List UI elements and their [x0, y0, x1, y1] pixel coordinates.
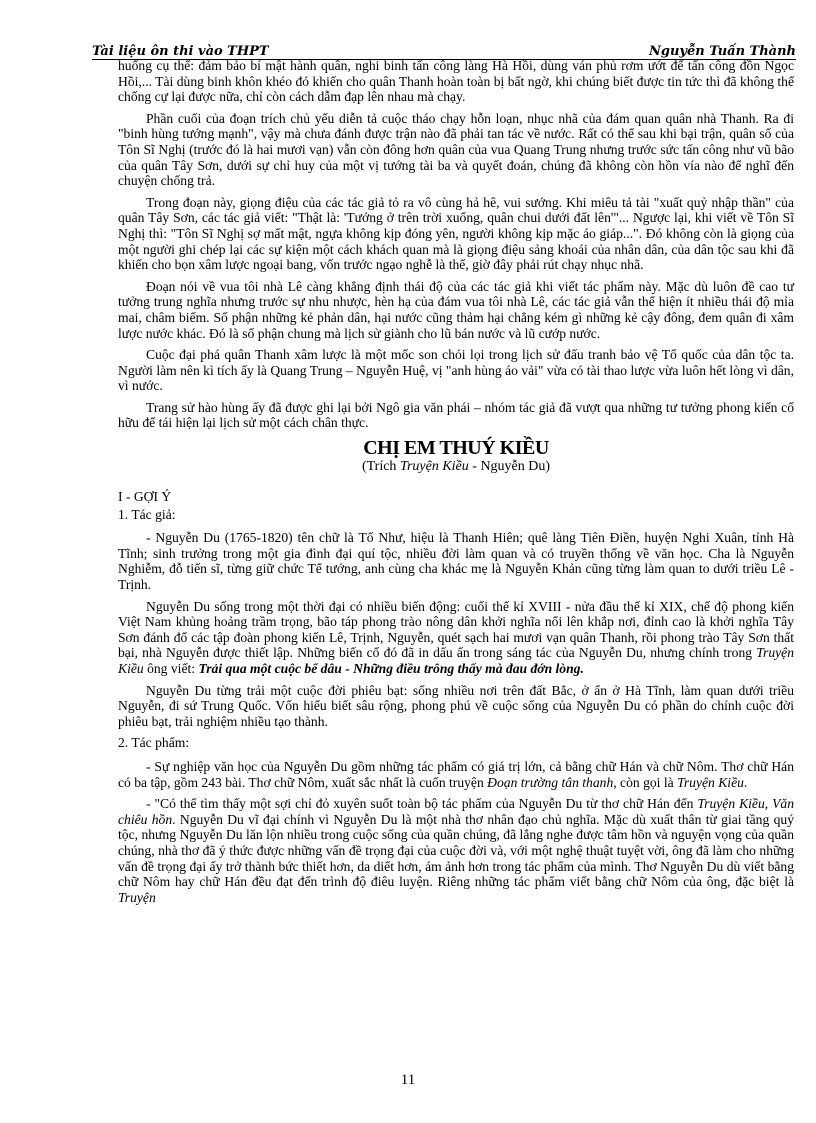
- book-title: Truyện Kiều, Văn chiêu hồn: [118, 796, 794, 827]
- paragraph: Đoạn nói về vua tôi nhà Lê càng khẳng định thái độ của các tác giả khi viết tác phẩm này. Mặc dù luôn đề cao tư tưởng trung nghĩa nhưng trước sự nhu nhược, hèn hạ của đám vua tôi nhà Lê, các tác giả vẫn thể hiện ít nhiều thái độ mỉa mai, châm biếm. Số phận những kẻ phản dân, hại nước cũng thảm hại chẳng kém gì những kẻ cậy đông, đem quân đi xâm lược nước khác. Đó là số phận chung mà lịch sử giành cho lũ bán nước và lũ cướp nước.: [118, 278, 794, 341]
- paragraph: Nguyễn Du từng trải một cuộc đời phiêu bạt: sống nhiều nơi trên đất Bắc, ở ẩn ở Hà Tĩnh, làm quan dưới triều Nguyễn, đi sứ Trung Quốc. Vốn hiểu biết sâu rộng, phong phú về cuộc sống của Nguyễn Du có phần do chính cuộc đời phiêu bạt, trải nghiệm nhiều tạo thành.: [118, 682, 794, 729]
- section-subtitle: [118, 459, 794, 475]
- paragraph: Cuộc đại phá quân Thanh xâm lược là một mốc son chói lọi trong lịch sử đấu tranh bảo vệ Tổ quốc của dân tộc ta. Người làm nên kì tích ấy là Quang Trung – Nguyễn Huệ, vị "anh hùng áo vải" vừa có tài thao lược vừa luôn hết lòng vì dân, vì nước.: [118, 347, 794, 394]
- paragraph: - Nguyễn Du (1765-1820) tên chữ là Tố Như, hiệu là Thanh Hiên; quê làng Tiên Điền, huyện Nghi Xuân, tỉnh Hà Tĩnh; sinh trưởng trong một gia đình đại quí tộc, nhiều đời làm quan và có truyền thống về văn học. Cha là Nguyễn Nghiễm, đỗ tiến sĩ, từng giữ chức Tể tướng, anh cùng cha khác mẹ là Nguyễn Khản cũng từng làm quan to dưới triều Lê - Trịnh.: [118, 530, 794, 593]
- subtitle-prefix: (Trích: [361, 459, 400, 475]
- text-run: - "Có thể tìm thấy một sợi chỉ đỏ xuyên suốt toàn bộ tác phẩm của Nguyễn Du từ thơ chữ Hán đến: [146, 796, 698, 812]
- subsection-heading: 1. Tác giả:: [118, 506, 176, 522]
- text-run: , còn gọi là: [613, 774, 678, 790]
- section-title: CHỊ EM THUÝ KIỀU: [363, 437, 549, 460]
- paragraph: huống cụ thể: đảm bảo bí mật hành quân, nghi binh tấn công làng Hà Hồi, dùng ván phủ rơm ướt để tấn công đồn Ngọc Hồi,... Tài dùng binh khôn khéo đó khiến cho quân Thanh hoàn toàn bị bất ngờ, khi chúng biết được tin tức thì đã không thể chống cự lại được nữa, chỉ còn cách dẫm đạp lên nhau mà chạy.: [118, 58, 794, 105]
- paragraph: [118, 796, 794, 905]
- text-run: .: [743, 774, 748, 790]
- subtitle-book: Truyện Kiều: [399, 459, 469, 475]
- paragraph: Trang sử hào hùng ấy đã được ghi lại bởi Ngô gia văn phái – nhóm tác giả đã vượt qua những tư tưởng phong kiến cố hữu để tái hiện lại lịch sử một cách chân thực.: [118, 399, 794, 431]
- paragraph: Phần cuối của đoạn trích chủ yếu diễn tả cuộc tháo chạy hỗn loạn, nhục nhã của đám quan quân nhà Thanh. Ra đi "binh hùng tướng mạnh", vậy mà chưa đánh được trận nào đã phải tan tác về nước. Rất có thể sau khi bại trận, quân số của Tôn Sĩ Nghị (trước đó là hai mươi vạn) vẫn còn đông hơn quân của vua Quang Trung nhưng trước sức tấn công như vũ bão của quân Tây Sơn, dưới sự chỉ huy của một vị tướng tài ba và quyết đoán, chúng đã không còn hồn vía nào để nghĩ đến chuyện chống trả.: [118, 110, 794, 189]
- section-heading: I - GỢI Ý: [118, 489, 172, 505]
- book-title: Truyện Kiều: [118, 645, 794, 676]
- subsection-heading: 2. Tác phẩm:: [118, 735, 190, 751]
- paragraph: Trong đoạn này, giọng điệu của các tác giả tỏ ra vô cùng hả hê, vui sướng. Khi miêu tả tài "xuất quỷ nhập thần" của quân Tây Sơn, các tác giả viết: "Thật là: 'Tướng ở trên trời xuống, quân chui dưới đất lên'"... Ngược lại, khi viết về Tôn Sĩ Nghị thì: "Tôn Sĩ Nghị sợ mất mật, ngựa không kịp đóng yên, người không kịp mặc áo giáp...". Đó không còn là giọng của một người ghi chép lại các sự kiện một cách khách quan mà là giọng điệu sảng khoái của nhân dân, của dân tộc sau khi đã khiến cho bọn xâm lược ngoại bang, vốn trước ngạo nghễ là thế, giờ đây phải rút chạy nhục nhã.: [118, 194, 794, 273]
- text-run: ông viết:: [143, 661, 199, 676]
- header-author: Nguyễn Tuấn Thành: [648, 44, 796, 59]
- page-number: 11: [400, 1072, 416, 1088]
- book-title: Đoạn trường tân thanh: [487, 774, 614, 790]
- document-body: [118, 58, 794, 911]
- quote: Trải qua một cuộc bể dâu - Những điều trông thấy mà đau đớn lòng.: [198, 661, 584, 676]
- text-run: Nguyễn Du sống trong một thời đại có nhiều biến động: cuối thế kỉ XVIII - nửa đầu thế kỉ XIX, chế độ phong kiến Việt Nam khủng hoảng trầm trọng, bão táp phong trào nông dân khởi nghĩa nổi lên khắp nơi, đỉnh cao là khởi nghĩa Tây Sơn đánh đổ các tập đoàn phong kiến Lê, Trịnh, Nguyễn, quét sạch hai mươi vạn quân Thanh, rồi phong trào Tây Sơn thất bại, nhà Nguyễn được thiết lập. Những biến cố đó đã in dấu ấn trong sáng tác của Nguyễn Du, nhưng chính trong: [118, 598, 794, 661]
- paragraph: [118, 759, 794, 790]
- book-title: Truyện: [118, 889, 156, 905]
- header-left-title: Tài liệu ôn thi vào THPT: [92, 44, 269, 59]
- text-run: . Nguyễn Du vĩ đại chính vì Nguyễn Du là một nhà thơ nhân đạo chủ nghĩa. Mặc dù xuất thân từ giai tầng quý tộc, nhưng Nguyễn Du lăn lộn nhiều trong cuộc sống của quần chúng, đã lắng nghe được tâm hồn và nguyện vọng của quần chúng, nhà thơ đã ý thức được những vấn đề trọng đại của cuộc đời và, với một nghệ thuật tuyệt vời, ông đã làm cho những vấn đề trọng đại ấy trở thành bức thiết hơn, da diết hơn, ám ảnh hơn trong tác phẩm của mình. Thơ Nguyễn Du dù viết bằng chữ Nôm hay chữ Hán đều đạt đến trình độ điêu luyện. Riêng những tác phẩm viết bằng chữ Nôm của ông, đặc biệt là: [118, 811, 794, 890]
- subtitle-suffix: - Nguyễn Du): [468, 459, 551, 475]
- book-title: Truyện Kiều: [677, 774, 744, 790]
- paragraph: [118, 599, 794, 677]
- text-run: - Sự nghiệp văn học của Nguyễn Du gồm những tác phẩm có giá trị lớn, cả bằng chữ Hán và chữ Nôm. Thơ chữ Hán có ba tập, gồm 243 bài. Thơ chữ Nôm, xuất sắc nhất là cuốn truyện: [118, 758, 794, 790]
